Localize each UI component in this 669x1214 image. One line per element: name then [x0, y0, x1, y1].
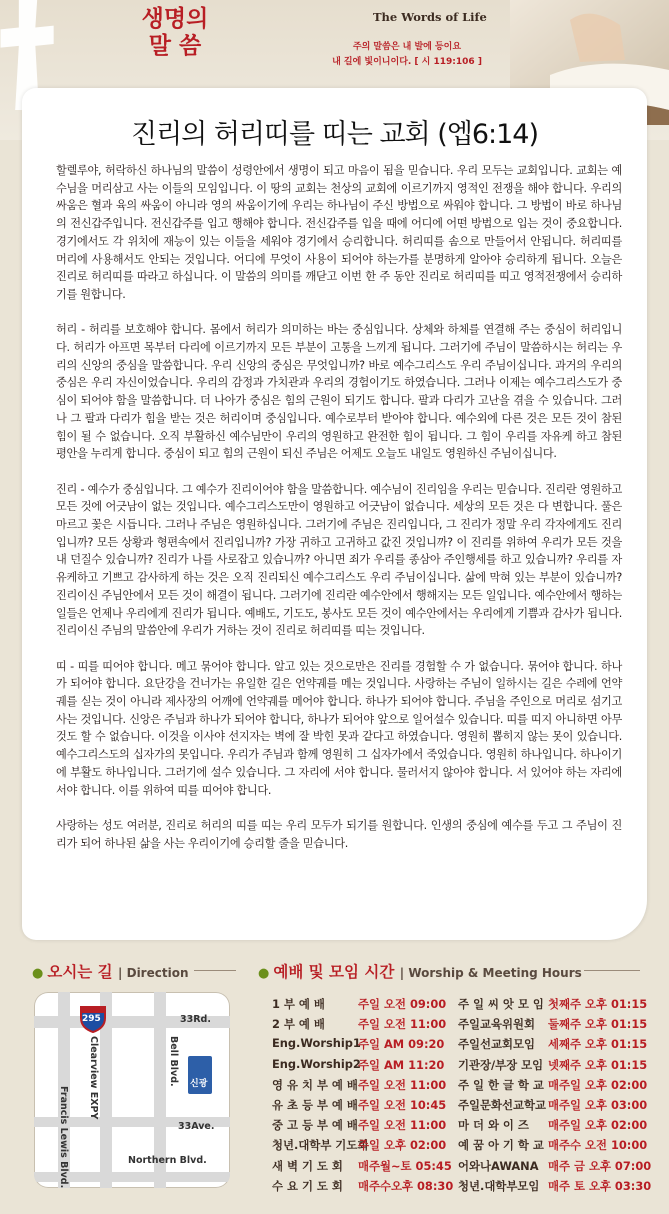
schedule-event-name: 새 벽 기 도 회	[272, 1158, 343, 1173]
schedule-event-name: 수 요 기 도 회	[272, 1178, 343, 1193]
worship-heading	[258, 960, 582, 982]
schedule-event-time: 매주월~토 05:45	[358, 1158, 452, 1173]
schedule-event-time: 둘째주 오후 01:15	[548, 1017, 648, 1032]
schedule-event-name: Eng.Worship1	[272, 1036, 361, 1051]
schedule-row	[272, 1178, 652, 1198]
schedule-event-time: 매주수 오전 10:00	[548, 1138, 648, 1153]
schedule-event-name: 1 부 예 배	[272, 997, 325, 1011]
schedule-row	[272, 1158, 652, 1178]
schedule-event-name: 청년.대학부모임	[458, 1178, 540, 1193]
schedule-row	[272, 1057, 652, 1077]
schedule-row	[272, 996, 652, 1016]
schedule-event-time: 매주일 오후 02:00	[548, 1077, 648, 1092]
schedule-event-time: 매주 금 오후 07:00	[548, 1158, 652, 1173]
schedule-event-name: Eng.Worship2	[272, 1056, 361, 1071]
schedule-event-name: 청년.대학부 기도회	[272, 1138, 369, 1153]
schedule-event-name: 기관장/부장 모임	[458, 1057, 544, 1072]
bullet-icon: ●	[258, 966, 270, 981]
schedule-event-name: 주일선교회모임	[458, 1037, 536, 1052]
schedule-event-time: 첫째주 오후 01:15	[548, 997, 648, 1011]
road-francis-lewis: Francis Lewis Blvd.	[58, 1086, 69, 1188]
sermon-title: 진리의 허리띠를 띠는 교회 (엡6:14)	[130, 119, 538, 150]
schedule-event-name: 주 일 한 글 학 교	[458, 1077, 544, 1092]
schedule-row	[272, 1077, 652, 1097]
direction-heading	[32, 960, 189, 982]
direction-divider	[194, 970, 236, 971]
sermon-paragraph: 사랑하는 성도 여러분, 진리로 허리의 띠를 띠는 우리 모두가 되기를 원합니다. 인생의 중심에 예수를 두고 그 주님이 진리가 되어 하나된 삶을 사는 우리이기에 승리할 줄을 믿습니다.	[56, 818, 622, 850]
schedule-event-time: 주일 오전 11:00	[358, 1077, 447, 1092]
church-logo-icon[interactable]	[188, 1056, 212, 1094]
direction-label-ko: 오시는 길	[47, 963, 113, 981]
worship-label-ko: 예배 및 모임 시간	[273, 963, 395, 981]
schedule-event-time: 주일 오전 10:45	[358, 1098, 447, 1112]
section-title-line2: 말 씀	[148, 33, 202, 59]
schedule-event-name: 어와나AWANA	[458, 1158, 539, 1173]
schedule-row	[272, 1097, 652, 1117]
words-of-life-label: The Words of Life	[373, 10, 487, 24]
section-title-line1: 생명의	[141, 6, 209, 32]
schedule-event-time: 주일 AM 09:20	[358, 1037, 445, 1052]
schedule-row	[272, 1036, 652, 1056]
schedule-event-time: 주일 오전 11:00	[358, 1017, 447, 1032]
bullet-icon: ●	[32, 966, 44, 981]
schedule-event-time: 주일 AM 11:20	[358, 1057, 445, 1072]
schedule-event-time: 주일 오전 11:00	[358, 1118, 447, 1133]
road-33ave: 33Ave.	[178, 1121, 215, 1132]
schedule-event-time: 세째주 오후 01:15	[548, 1037, 648, 1052]
road-clearview-expy: Clearview EXPY	[88, 1036, 99, 1120]
road-33rd: 33Rd.	[180, 1014, 211, 1025]
schedule-event-name: 주일교육위원회	[458, 1017, 536, 1032]
schedule-event-name: 마 더 와 이 즈	[458, 1118, 529, 1133]
schedule-event-time: 넷째주 오후 01:15	[548, 1057, 648, 1072]
schedule-event-time: 매주 토 오후 03:30	[548, 1178, 652, 1193]
schedule-event-name: 예 꿈 아 기 학 교	[458, 1138, 544, 1153]
schedule-row	[272, 1016, 652, 1036]
schedule-row	[272, 1117, 652, 1137]
schedule-event-time: 주일 오전 09:00	[358, 997, 447, 1011]
worship-label-en: | Worship & Meeting Hours	[399, 966, 582, 980]
schedule-event-name: 주일문화선교학교	[458, 1098, 547, 1112]
direction-map[interactable]	[34, 992, 230, 1188]
sermon-paragraph: 진리 - 예수가 중심입니다. 그 예수가 진리이어야 함을 말씀합니다. 예수님이 진리임을 우리는 믿습니다. 진리란 영원하고 모든 것에 어긋남이 없는 것입니다. 예수그리스도만이 영원하고 어긋남이 없습니다. 세상의 모든 것은 다 변합니다. 풀은 마르고 꽃은 시듭니다. 그러나 주님은 영원하십니다. 그러기에 주님은 진리입니다, 그 진리가 정말 우리 각자에게도 진리입니까? 모든 상황과 형편속에서 진리입니까? 가장 귀하고 고귀하고 값진 것입니까? 이 진리를 위하여 우리가 모든 것을 내 던질수 있습니까? 진리가 나를 사로잡고 있습니까? 아니면 죄가 우리를 종삼아 주인행세를 하고 있습니까? 우리를 자유케하고 기쁘고 감사하게 하는 것은 오직 진리되신 예수그리스도 우리 주님이십니다. 삶에 막혀 있는 부분이 있습니까? 진리이신 주님안에서 모든 것이 해결이 됩니다. 그러기에 진리란 예수안에서 행해지는 모든 일입니다. 예수안에서 행하는 일들은 언제나 우리에게 진리가 됩니다. 예배도, 기도도, 봉사도 모든 것이 예수안에서는 우리에게 기쁨과 감사가 됩니다. 진리이신 주님의 말씀안에 우리가 거하는 것이 진리로 허리띠를 띠는 것입니다.	[56, 482, 622, 638]
road-bell-blvd: Bell Blvd.	[168, 1036, 179, 1087]
schedule-event-name: 영 유 치 부 예 배	[272, 1077, 358, 1092]
schedule-event-time: 매주일 오후 02:00	[548, 1118, 648, 1133]
schedule-event-name: 주 일 씨 앗 모 임	[458, 997, 544, 1011]
road-northern-blvd: Northern Blvd.	[128, 1155, 207, 1166]
schedule-event-time: 매주일 오후 03:00	[548, 1098, 648, 1112]
scripture-verse	[312, 40, 502, 70]
sermon-paragraph: 띠 - 띠를 띠어야 합니다. 메고 묶어야 합니다. 알고 있는 것으로만은 진리를 경험할 수 가 없습니다. 묶어야 합니다. 하나가 되어야 합니다. 요단강을 건너가는 유일한 길은 언약궤를 메는 것입니다. 사랑하는 주님이 일하시는 길은 수레에 언약궤를 싣는 것이 아니라 제사장의 어깨에 언약궤를 메어야 합니다. 하나가 되어야 합니다. 주님을 주인으로 머리로 섬기고 사는 것입니다. 신앙은 주님과 하나가 되어야 합니다, 하나가 되어야 앞으로 일어설수 있습니다. 띠를 띠지 아니하면 아무것도 할 수 없습니다. 이것을 이사야 선지자는 벽에 잘 박힌 못과 같다고 하였습니다. 영원히 뽑히지 않는 못이 있습니다. 예수그리스도의 십자가의 못입니다. 우리가 주님과 함께 영원히 그 십자가에서 죽었습니다. 영원히 하나입니다. 하나이기에 부활도 하나입니다. 그러기에 설수 있습니다. 그 자리에 서야 합니다. 물러서지 않아야 합니다. 서 있어야 하는 자리에 서야 합니다. 이를 위하여 띠를 띠어야 합니다.	[56, 659, 622, 797]
schedule-event-name: 유 초 등 부 예 배	[272, 1098, 358, 1112]
schedule-event-name: 중 고 등 부 예 배	[272, 1118, 358, 1133]
highway-number: 295	[82, 1014, 101, 1024]
verse-line1: 주의 말씀은 내 발에 등이요	[352, 42, 462, 52]
sermon-paragraph: 할렐루야, 허락하신 하나님의 말씀이 성령안에서 생명이 되고 마음이 됨을 믿습니다. 우리 모두는 교회입니다. 교회는 예수님을 머리삼고 사는 이들의 모임입니다. 이 땅의 교회는 천상의 교회에 이르기까지 영적인 전쟁을 해야 합니다. 우리의 싸움은 혈과 육의 싸움이 아니라 영의 싸움이기에 우리는 하나님이 주신 방법으로 싸워야 합니다. 그 방법이 바로 하나님의 전신갑주입니다. 전신갑주를 입고 행해야 합니다. 전신갑주를 입을 때에 어디에 어떤 방법으로 입는 것이 중요합니다. 경기에서도 각 위치에 재능이 있는 이들을 세워야 경기에서 승리합니다. 허리띠를 솜으로 만들어서 안됩니다. 허리띠를 머리에 사용해서도 안되는 것입니다. 어디에 무엇이 사용이 되어야 하는가를 분명하게 알아야 승리하게 됩니다. 오늘은 진리로 허리띠를 따라고 하십니다. 이 말씀의 의미를 깨닫고 이번 한 주 동안 진리로 허리띠를 띠고 영적전쟁에서 승리하기를 원합니다.	[56, 164, 622, 301]
schedule-event-time: 주일 오후 02:00	[358, 1138, 447, 1153]
section-title	[120, 6, 230, 60]
schedule-event-time: 매주수오후 08:30	[358, 1178, 454, 1193]
sermon-paragraph: 허리 - 허리를 보호해야 합니다. 몸에서 허리가 의미하는 바는 중심입니다. 상체와 하체를 연결해 주는 중심이 허리입니다. 허리가 아프면 목부터 다리에 이르기까지 모든 부분이 고통을 느끼게 됩니다. 그러기에 주님이 말씀하시는 허리는 우리의 신앙의 중심을 말씀합니다. 우리 신앙의 중심은 무엇입니까? 바로 예수그리스도 우리 주님이십니다. 과거의 우리의 중심은 우리 자신이었습니다. 우리의 감정과 가치관과 우리의 경험이기도 하였습니다. 그러나 이제는 예수그리스도가 중심이 되어야 함을 말씀합니다. 더 나아가 중심은 힘의 근원이 되기도 합니다. 팔과 다리가 고난을 겪을 수 있습니다. 그러나 그 팔과 다리가 힘을 받는 것은 허리이며 중심입니다. 예수로부터 받아야 합니다. 예수외에 다른 것은 모든 것이 참된 힘이 될 수 없습니다. 오직 부활하신 예수님만이 우리의 영원하고 완전한 힘이 됩니다. 그 힘이 우리를 자유케 하고 참된 평안을 누리게 합니다. 중심이 되고 힘의 근원이 되신 주님은 어제도 오늘도 내일도 영원하신 주님이십니다.	[56, 323, 622, 461]
church-logo-text: 신광	[190, 1079, 208, 1089]
schedule-row	[272, 1137, 652, 1157]
direction-label-en: | Direction	[118, 966, 189, 980]
worship-divider	[584, 970, 640, 971]
schedule-event-name: 2 부 예 배	[272, 1017, 325, 1032]
sermon-body	[56, 162, 622, 870]
verse-line2: 내 길에 빛이니이다. [ 시 119:106 ]	[332, 57, 482, 67]
